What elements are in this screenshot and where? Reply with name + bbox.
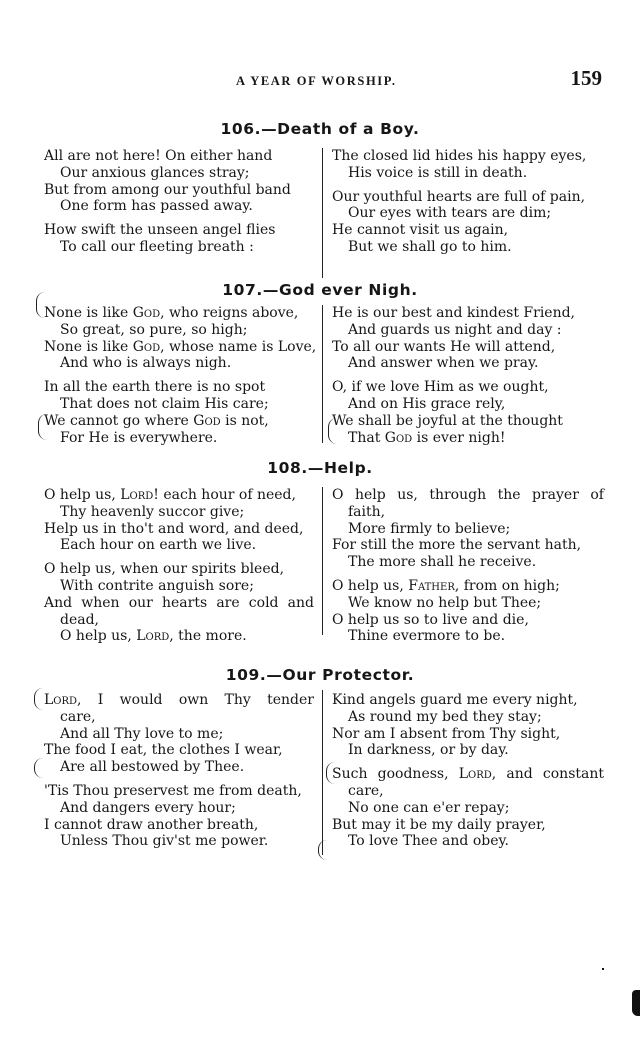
stanza (44, 222, 314, 256)
stanza (332, 189, 604, 256)
verse-line: The food I eat, the clothes I wear, (44, 742, 283, 759)
stanza (44, 379, 314, 446)
verse-line: Thy heavenly succor give; (60, 503, 245, 520)
verse-line: In all the earth there is no spot (44, 379, 266, 396)
hymn-title: 106.—Death of a Boy. (220, 120, 420, 138)
left-column (44, 305, 317, 453)
page-number: 159 (570, 66, 602, 90)
left-column (44, 148, 314, 263)
pencil-bracket-mark (36, 292, 45, 318)
verse-line: We shall be joyful at the thought (332, 412, 563, 429)
pencil-bracket-mark (318, 840, 327, 860)
verse-line: No one can e'er repay; (348, 799, 510, 816)
verse-line: More firmly to believe; (348, 520, 511, 537)
column-divider (322, 305, 323, 443)
verse-line: Lord, I would own Thy tender (44, 692, 314, 708)
verse-line: His voice is still in death. (348, 164, 528, 181)
stanza (44, 561, 314, 645)
verse-line: That does not claim His care; (60, 395, 269, 412)
stanza (332, 692, 604, 759)
ink-speck (602, 968, 604, 970)
verse-line: As round my bed they stay; (348, 708, 542, 725)
verse-line: Are all bestowed by Thee. (60, 759, 245, 776)
pencil-bracket-mark (34, 688, 43, 710)
verse-line: O help us, Father, from on high; (332, 577, 560, 594)
hymn-title: 107.—God ever Nigh. (222, 281, 418, 299)
verse-line: That God is ever nigh! (348, 429, 506, 446)
verse-line: None is like God, whose name is Love, (44, 338, 317, 355)
pencil-bracket-mark (34, 758, 43, 778)
verse-line: For still the more the servant hath, (332, 537, 582, 554)
verse-line: How swift the unseen angel flies (44, 222, 276, 239)
verse-line: To all our wants He will attend, (332, 338, 556, 355)
running-head: A YEAR OF WORSHIP. (236, 74, 397, 88)
verse-line: With contrite anguish sore; (60, 577, 254, 594)
stanza (44, 692, 314, 776)
verse-line: For He is everywhere. (60, 429, 218, 446)
column-divider (322, 487, 323, 635)
page-edge-smudge (632, 990, 640, 1016)
pencil-bracket-mark (38, 414, 47, 440)
stanza (332, 379, 604, 446)
verse-line: Our eyes with tears are dim; (348, 205, 552, 222)
verse-line: Nor am I absent from Thy sight, (332, 725, 561, 742)
verse-line: 'Tis Thou preservest me from death, (44, 782, 302, 799)
verse-line: He is our best and kindest Friend, (332, 305, 576, 321)
verse-line: And all Thy love to me; (60, 725, 224, 742)
hymn-title: 108.—Help. (267, 459, 373, 477)
stanza (332, 305, 604, 372)
column-divider (322, 148, 323, 278)
pencil-bracket-mark (328, 418, 337, 444)
verse-line: O, if we love Him as we ought, (332, 379, 549, 396)
left-column (44, 487, 314, 652)
stanza (44, 305, 317, 372)
verse-line: But may it be my daily prayer, (332, 816, 546, 833)
verse-line: In darkness, or by day. (348, 742, 509, 759)
verse-line: Our youthful hearts are full of pain, (332, 188, 586, 205)
verse-line: And guards us night and day : (348, 321, 562, 338)
right-column (332, 148, 604, 263)
verse-line: O help us, Lord, the more. (60, 628, 247, 645)
verse-line: Each hour on earth we live. (60, 537, 257, 554)
verse-line: faith, (348, 503, 386, 520)
verse-line: And on His grace rely, (348, 395, 506, 412)
verse-line: care, (60, 708, 96, 725)
pencil-bracket-mark (326, 762, 335, 784)
verse-line: Thine evermore to be. (348, 628, 506, 645)
right-column (332, 692, 604, 857)
verse-line: care, (348, 782, 384, 799)
verse-line: He cannot visit us again, (332, 222, 509, 239)
verse-line: And when our hearts are cold and (44, 594, 314, 611)
stanza (332, 487, 604, 571)
verse-line: But we shall go to him. (348, 238, 512, 255)
verse-line: I cannot draw another breath, (44, 816, 259, 833)
verse-line: dead, (60, 611, 100, 628)
stanza (332, 148, 604, 182)
verse-line: Unless Thou giv'st me power. (60, 833, 269, 850)
verse-line: To love Thee and obey. (348, 833, 510, 850)
stanza (332, 578, 604, 645)
verse-line: Kind angels guard me every night, (332, 692, 578, 708)
verse-line: None is like God, who reigns above, (44, 305, 299, 321)
verse-line: Such goodness, Lord, and constant (332, 766, 604, 783)
right-column (332, 305, 604, 453)
verse-line: But from among our youthful band (44, 181, 291, 198)
stanza (332, 766, 604, 850)
verse-line: O help us, through the prayer of (332, 487, 604, 503)
verse-line: So great, so pure, so high; (60, 321, 248, 338)
left-column (44, 692, 314, 857)
column-divider (322, 690, 323, 855)
stanza (44, 487, 314, 554)
verse-line: And dangers every hour; (60, 799, 236, 816)
verse-line: And answer when we pray. (348, 355, 539, 372)
verse-line: One form has passed away. (60, 198, 253, 215)
stanza (44, 148, 314, 215)
right-column (332, 487, 604, 652)
verse-line: O help us, Lord! each hour of need, (44, 487, 296, 503)
verse-line: To call our fleeting breath : (60, 238, 254, 255)
verse-line: O help us, when our spirits bleed, (44, 561, 285, 578)
verse-line: And who is always nigh. (60, 355, 232, 372)
hymn-title: 109.—Our Protector. (225, 666, 415, 684)
verse-line: The more shall he receive. (348, 554, 537, 571)
verse-line: Help us in tho't and word, and deed, (44, 520, 304, 537)
verse-line: We cannot go where God is not, (44, 412, 269, 429)
verse-line: The closed lid hides his happy eyes, (332, 148, 587, 164)
verse-line: O help us so to live and die, (332, 611, 529, 628)
verse-line: All are not here! On either hand (44, 148, 273, 164)
stanza (44, 783, 314, 850)
verse-line: Our anxious glances stray; (60, 164, 250, 181)
verse-line: We know no help but Thee; (348, 594, 542, 611)
